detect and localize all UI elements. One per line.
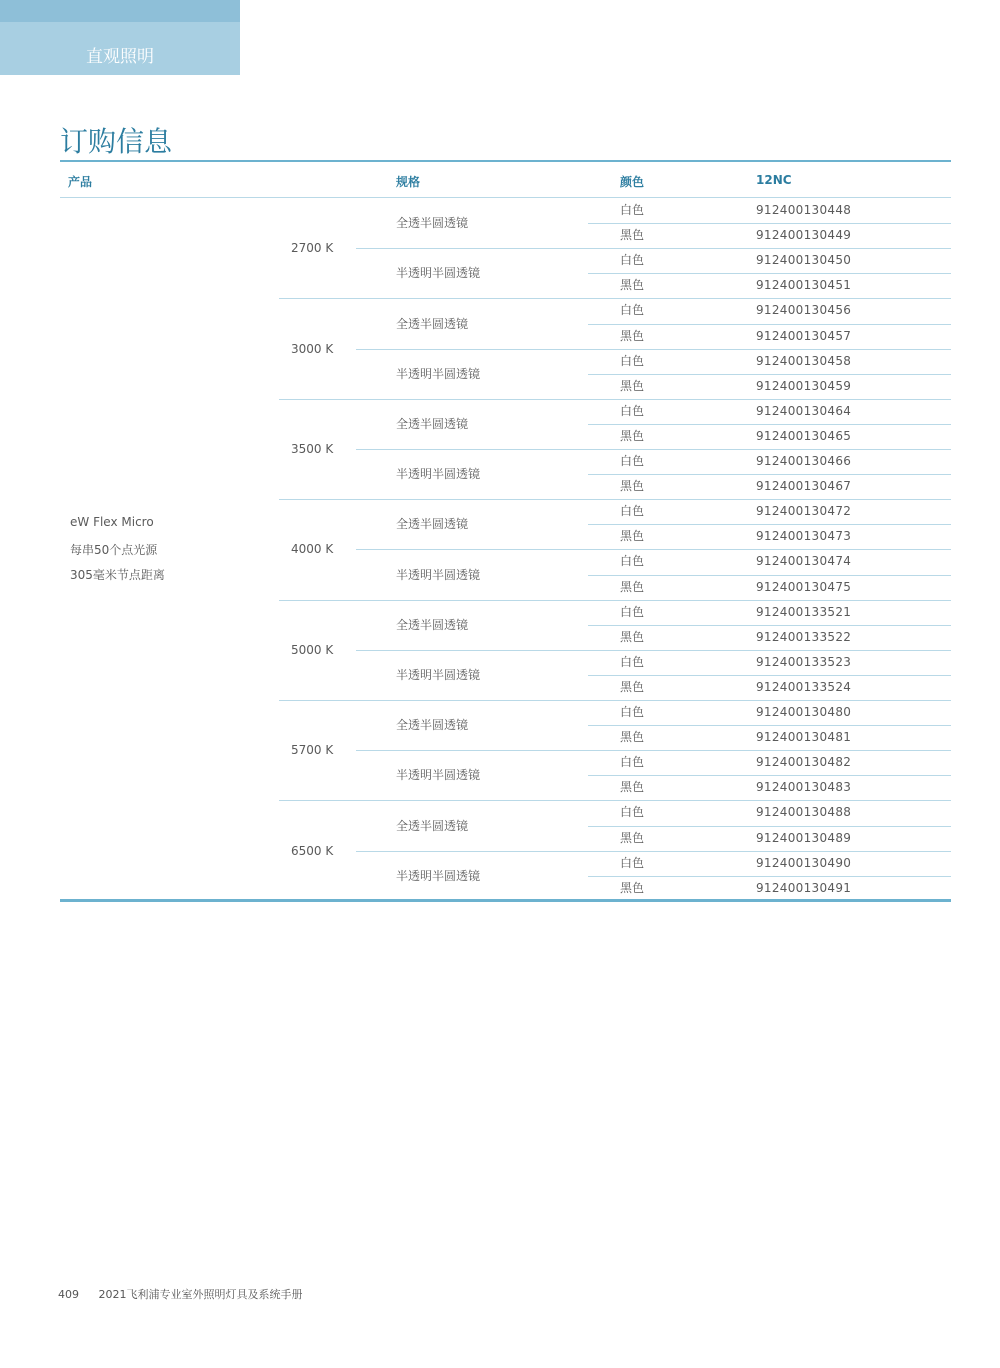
lens-divider [356, 349, 951, 350]
nc-cell: 912400133524 [756, 679, 852, 694]
nc-cell: 912400130474 [756, 554, 852, 569]
color-cell: 黑色 [620, 328, 645, 343]
cct-label: 3500 K [291, 442, 334, 456]
color-cell: 白色 [620, 454, 645, 468]
lens-divider [356, 750, 951, 751]
nc-cell: 912400130450 [756, 253, 852, 268]
nc-cell: 912400130490 [756, 855, 852, 870]
header-color: 颜色 [620, 175, 645, 189]
nc-cell: 912400130483 [756, 780, 852, 795]
lens-label: 半透明半圆透镜 [396, 868, 481, 883]
nc-cell: 912400130456 [756, 303, 852, 318]
row-divider [588, 273, 951, 274]
nc-cell: 912400130459 [756, 378, 852, 393]
color-cell: 黑色 [620, 629, 645, 644]
nc-cell: 912400130464 [756, 403, 852, 418]
color-cell: 白色 [620, 353, 645, 368]
cct-label: 5700 K [291, 743, 334, 758]
row-divider [588, 826, 951, 827]
color-cell: 白色 [620, 554, 645, 569]
nc-cell: 912400130473 [756, 529, 852, 544]
header-spec: 规格 [396, 175, 421, 189]
color-cell: 白色 [620, 253, 645, 268]
color-cell: 白色 [620, 303, 645, 318]
color-cell: 白色 [620, 654, 645, 669]
color-cell: 黑色 [620, 880, 645, 895]
lens-label: 全透半圆透镜 [396, 818, 469, 833]
row-divider [588, 374, 951, 375]
lens-divider [356, 449, 951, 450]
nc-cell: 912400130475 [756, 579, 852, 594]
lens-label: 全透半圆透镜 [396, 416, 469, 431]
cct-label: 3000 K [291, 341, 334, 356]
group-divider [279, 499, 951, 500]
color-cell: 黑色 [620, 228, 645, 243]
group-divider [279, 600, 951, 601]
product-detail-pitch: 305毫米节点距离 [70, 568, 165, 582]
row-divider [588, 675, 951, 676]
cct-label: 4000 K [291, 542, 334, 557]
nc-cell: 912400130488 [756, 805, 852, 820]
color-cell: 黑色 [620, 378, 645, 393]
color-cell: 白色 [620, 604, 645, 619]
lens-label: 半透明半圆透镜 [396, 266, 481, 281]
lens-label: 全透半圆透镜 [396, 517, 469, 532]
nc-cell: 912400130481 [756, 730, 852, 745]
header-product: 产品 [68, 175, 93, 189]
table-bottom-rule [60, 899, 951, 902]
lens-divider [356, 851, 951, 852]
footer-title: 2021飞利浦专业室外照明灯具及系统手册 [98, 1288, 303, 1301]
lens-label: 全透半圆透镜 [396, 216, 469, 231]
nc-cell: 912400133522 [756, 629, 852, 644]
color-cell: 白色 [620, 805, 645, 820]
nc-cell: 912400130482 [756, 755, 852, 770]
header-rule [60, 197, 951, 198]
page-number: 409 [58, 1288, 79, 1301]
nc-cell: 912400133523 [756, 654, 852, 669]
row-divider [588, 625, 951, 626]
color-cell: 白色 [620, 855, 645, 870]
nc-cell: 912400130467 [756, 479, 852, 494]
color-cell: 白色 [620, 755, 645, 770]
page-footer [58, 1286, 303, 1302]
group-divider [279, 800, 951, 801]
row-divider [588, 725, 951, 726]
color-cell: 黑色 [620, 529, 645, 544]
nc-cell: 912400133521 [756, 604, 852, 619]
cct-label: 6500 K [291, 843, 334, 858]
lens-label: 半透明半圆透镜 [396, 567, 481, 582]
color-cell: 白色 [620, 504, 645, 519]
lens-label: 半透明半圆透镜 [396, 667, 481, 682]
lens-divider [356, 650, 951, 651]
section-tab [0, 0, 240, 75]
lens-label: 半透明半圆透镜 [396, 768, 481, 783]
nc-cell: 912400130480 [756, 705, 852, 719]
color-cell: 白色 [620, 203, 645, 217]
product-detail-points: 每串50个点光源 [70, 543, 158, 557]
color-cell: 白色 [620, 705, 645, 719]
nc-cell: 912400130489 [756, 830, 852, 845]
row-divider [588, 575, 951, 576]
lens-divider [356, 549, 951, 550]
row-divider [588, 474, 951, 475]
color-cell: 黑色 [620, 428, 645, 443]
lens-label: 全透半圆透镜 [396, 316, 469, 331]
product-name: eW Flex Micro [70, 515, 154, 529]
color-cell: 白色 [620, 403, 645, 418]
nc-cell: 912400130457 [756, 328, 852, 343]
row-divider [588, 324, 951, 325]
row-divider [588, 775, 951, 776]
nc-cell: 912400130449 [756, 228, 852, 243]
color-cell: 黑色 [620, 730, 645, 745]
lens-label: 半透明半圆透镜 [396, 366, 481, 381]
lens-label: 半透明半圆透镜 [396, 467, 481, 482]
nc-cell: 912400130448 [756, 203, 852, 217]
table-top-rule [60, 160, 951, 162]
row-divider [588, 524, 951, 525]
color-cell: 黑色 [620, 479, 645, 494]
section-tab-label: 直观照明 [86, 47, 154, 67]
cct-label: 5000 K [291, 642, 334, 657]
group-divider [279, 298, 951, 299]
color-cell: 黑色 [620, 579, 645, 594]
row-divider [588, 424, 951, 425]
nc-cell: 912400130451 [756, 278, 852, 293]
header-12nc: 12NC [756, 173, 792, 187]
nc-cell: 912400130466 [756, 454, 852, 468]
lens-label: 全透半圆透镜 [396, 718, 469, 733]
nc-cell: 912400130458 [756, 353, 852, 368]
color-cell: 黑色 [620, 278, 645, 293]
color-cell: 黑色 [620, 830, 645, 845]
group-divider [279, 700, 951, 701]
cct-label: 2700 K [291, 241, 334, 256]
color-cell: 黑色 [620, 780, 645, 795]
section-tab-strip [0, 0, 240, 22]
page-title: 订购信息 [60, 125, 173, 158]
nc-cell: 912400130465 [756, 428, 852, 443]
row-divider [588, 876, 951, 877]
lens-divider [356, 248, 951, 249]
group-divider [279, 399, 951, 400]
color-cell: 黑色 [620, 679, 645, 694]
nc-cell: 912400130472 [756, 504, 852, 519]
nc-cell: 912400130491 [756, 880, 852, 895]
row-divider [588, 223, 951, 224]
lens-label: 全透半圆透镜 [396, 617, 469, 632]
